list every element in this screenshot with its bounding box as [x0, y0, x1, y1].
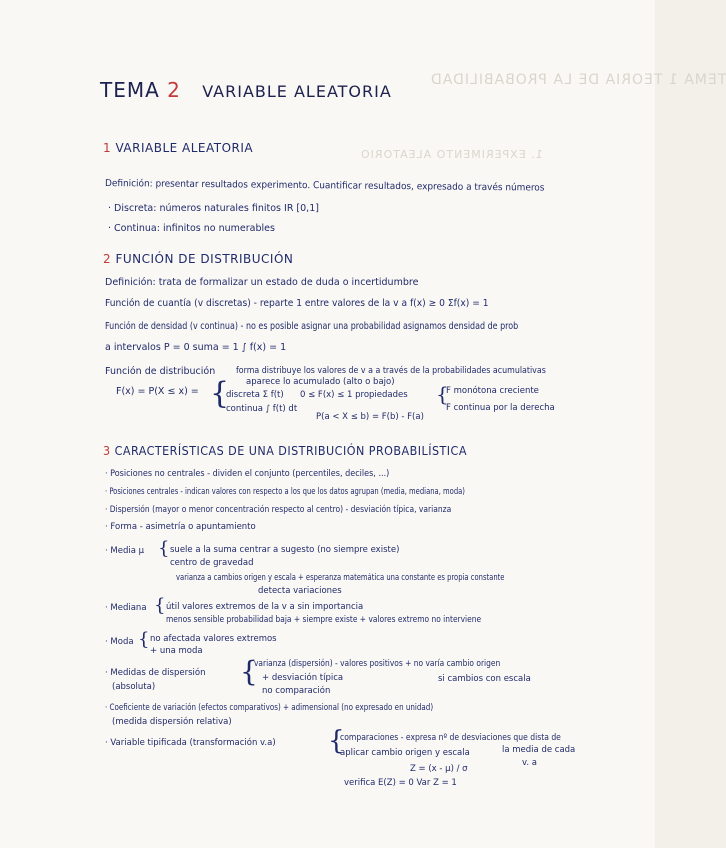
note-line: Función de cuantía (v discretas) - reparte 1 entre valores de la v a f(x) ≥ 0 Σf(x) = 1: [105, 298, 489, 309]
title-text: VARIABLE ALEATORIA: [202, 82, 392, 101]
note-line: Función de distribución: [105, 366, 216, 377]
note-line: a intervalos P = 0 suma = 1 ∫ f(x) = 1: [105, 342, 287, 353]
note-line: varianza a cambios origen y escala + esperanza matemática una constante es propia constante: [176, 573, 505, 583]
note-line: (absoluta): [112, 682, 156, 692]
ghost-title: TEMA 1 TEORIA DE LA PROBABILIDAD: [430, 72, 726, 88]
note-line: no comparación: [262, 686, 331, 696]
section-number: 2: [103, 252, 112, 266]
formula-line: verifica E(Z) = 0 Var Z = 1: [344, 778, 457, 788]
section-3-heading: [103, 444, 467, 458]
note-line: aparece lo acumulado (alto o bajo): [246, 377, 395, 387]
note-line: · Variable tipificada (transformación v.a): [105, 738, 276, 748]
brace-icon: {: [138, 629, 150, 650]
section-1-heading: [103, 141, 253, 155]
brace-icon: {: [436, 382, 449, 406]
note-line: F continua por la derecha: [446, 403, 555, 413]
note-line: comparaciones - expresa nº de desviaciones que dista de: [340, 733, 561, 743]
page-title: [100, 78, 392, 102]
note-line: P(a < X ≤ b) = F(b) - F(a): [316, 412, 424, 422]
brace-icon: {: [328, 726, 345, 756]
note-line: útil valores extremos de la v a sin importancia: [166, 602, 364, 612]
note-line: · Coeficiente de variación (efectos comparativos) + adimensional (no expresado en unidad): [105, 703, 434, 713]
note-line: · Discreta: números naturales finitos IR [0,1]: [108, 203, 319, 214]
title-prefix: TEMA: [100, 78, 160, 102]
note-line: · Posiciones centrales - indican valores con respecto a los que los datos agrupan (media, mediana, moda): [105, 487, 465, 497]
note-line: la media de cada: [502, 745, 576, 755]
brace-icon: {: [240, 655, 258, 688]
section-title: VARIABLE ALEATORIA: [115, 141, 254, 155]
note-line: · Continua: infinitos no numerables: [108, 223, 275, 234]
note-line: detecta variaciones: [258, 586, 342, 596]
note-line: varianza (dispersión) - valores positivos + no varía cambio origen: [254, 659, 501, 669]
section-title: FUNCIÓN DE DISTRIBUCIÓN: [115, 252, 294, 266]
note-line: · Medidas de dispersión: [105, 668, 206, 678]
note-line: forma distribuye los valores de v a a través de la probabilidades acumulativas: [236, 366, 546, 376]
note-line: 0 ≤ F(x) ≤ 1 propiedades: [300, 390, 408, 400]
note-line: Definición: presentar resultados experimento. Cuantificar resultados, expresado a través números: [104, 178, 545, 194]
note-line: · Posiciones no centrales - dividen el conjunto (percentiles, deciles, ...): [105, 469, 390, 479]
note-line: aplicar cambio origen y escala: [340, 748, 470, 758]
note-line: F monótona creciente: [446, 386, 539, 396]
brace-icon: {: [210, 376, 230, 411]
section-title: CARACTERÍSTICAS DE UNA DISTRIBUCIÓN PROBABILÍSTICA: [114, 444, 467, 458]
note-line: no afectada valores extremos: [150, 634, 277, 644]
section-number: 3: [103, 444, 111, 458]
note-line: si cambios con escala: [438, 674, 531, 684]
title-number: 2: [167, 78, 181, 102]
note-line: Función de densidad (v continua) - no es posible asignar una probabilidad asignamos densidad de prob: [105, 321, 519, 332]
note-line: continua ∫ f(t) dt: [226, 404, 298, 414]
note-line: · Mediana: [105, 603, 147, 613]
brace-icon: {: [154, 595, 166, 616]
note-line: Definición: trata de formalizar un estado de duda o incertidumbre: [105, 277, 419, 288]
brace-icon: {: [158, 538, 170, 559]
note-line: centro de gravedad: [170, 558, 254, 568]
note-line: · Media μ: [105, 546, 145, 556]
section-number: 1: [103, 141, 112, 155]
note-line: (medida dispersión relativa): [112, 717, 232, 727]
formula-line: Z = (x - μ) / σ: [410, 764, 468, 774]
note-line: + una moda: [150, 646, 203, 656]
note-line: v. a: [522, 758, 537, 768]
note-line: suele a la suma centrar a sugesto (no siempre existe): [170, 545, 400, 555]
note-line: menos sensible probabilidad baja + siempre existe + valores extremo no interviene: [166, 615, 482, 625]
note-line: + desviación típica: [262, 673, 344, 683]
note-line: discreta Σ f(t): [226, 390, 284, 400]
section-2-heading: [103, 252, 293, 266]
ghost-line: 1. EXPERIMENTO ALEATORIO: [360, 148, 543, 161]
note-line: · Dispersión (mayor o menor concentración respecto al centro) - desviación típica, varianza: [105, 505, 452, 515]
note-line: · Moda: [105, 637, 134, 647]
formula-line: F(x) = P(X ≤ x) =: [116, 386, 199, 397]
note-line: · Forma - asimetría o apuntamiento: [105, 522, 256, 532]
